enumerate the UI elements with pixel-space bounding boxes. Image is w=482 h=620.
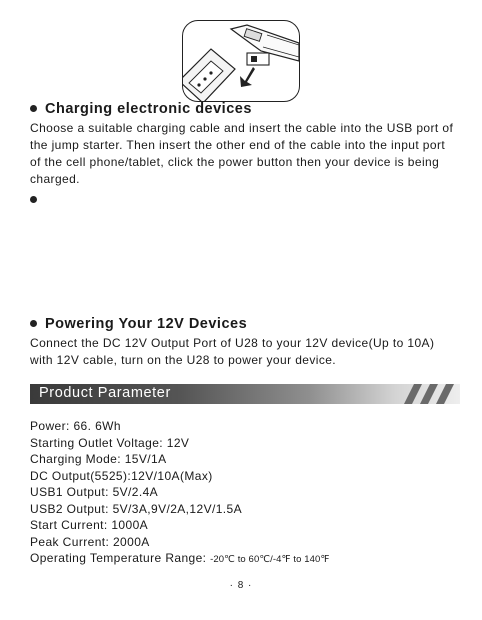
parameter-item: DC Output(5525):12V/10A(Max) — [30, 468, 213, 483]
bullet-icon — [30, 196, 37, 203]
section-heading-powering — [30, 316, 247, 332]
operating-temperature-label: Operating Temperature Range: — [30, 551, 211, 565]
section-body-powering: Connect the DC 12V Output Port of U28 to your 12V device(Up to 10A) with 12V cable, turn on the U28 to power your device. — [30, 336, 435, 367]
bullet-icon — [30, 105, 37, 112]
parameter-item: Starting Outlet Voltage: 12V — [30, 435, 190, 450]
parameter-item: Peak Current: 2000A — [30, 534, 150, 549]
operating-temperature-value: -20℃ to 60℃/-4℉ to 140℉ — [210, 554, 330, 565]
product-parameter-banner — [30, 384, 460, 404]
stripe-decoration-icon — [396, 384, 456, 404]
parameter-item: Charging Mode: 15V/1A — [30, 452, 167, 466]
parameter-item: Power: 66. 6Wh — [30, 419, 121, 433]
section-heading-charging-text: Charging electronic devices — [45, 101, 252, 117]
section-body-charging: Choose a suitable charging cable and insert the cable into the USB port of the jump starter. Then insert the other end of the cable into the input port of the cell phone/tablet, click the power button then your device is being charged. — [30, 121, 454, 186]
product-parameter-title: Product Parameter — [39, 385, 171, 401]
section-heading-charging — [30, 101, 252, 117]
section-heading-powering-text: Powering Your 12V Devices — [45, 316, 248, 332]
page-number: · 8 · — [229, 580, 253, 591]
parameter-item-operating-temperature — [30, 550, 330, 569]
bullet-icon — [30, 320, 37, 327]
parameter-item: USB2 Output: 5V/3A,9V/2A,12V/1.5A — [30, 501, 242, 516]
parameter-item: Start Current: 1000A — [30, 518, 149, 532]
parameter-item: USB1 Output: 5V/2.4A — [30, 485, 159, 499]
parameter-list — [30, 418, 330, 569]
jump-starter-illustration — [182, 20, 300, 102]
